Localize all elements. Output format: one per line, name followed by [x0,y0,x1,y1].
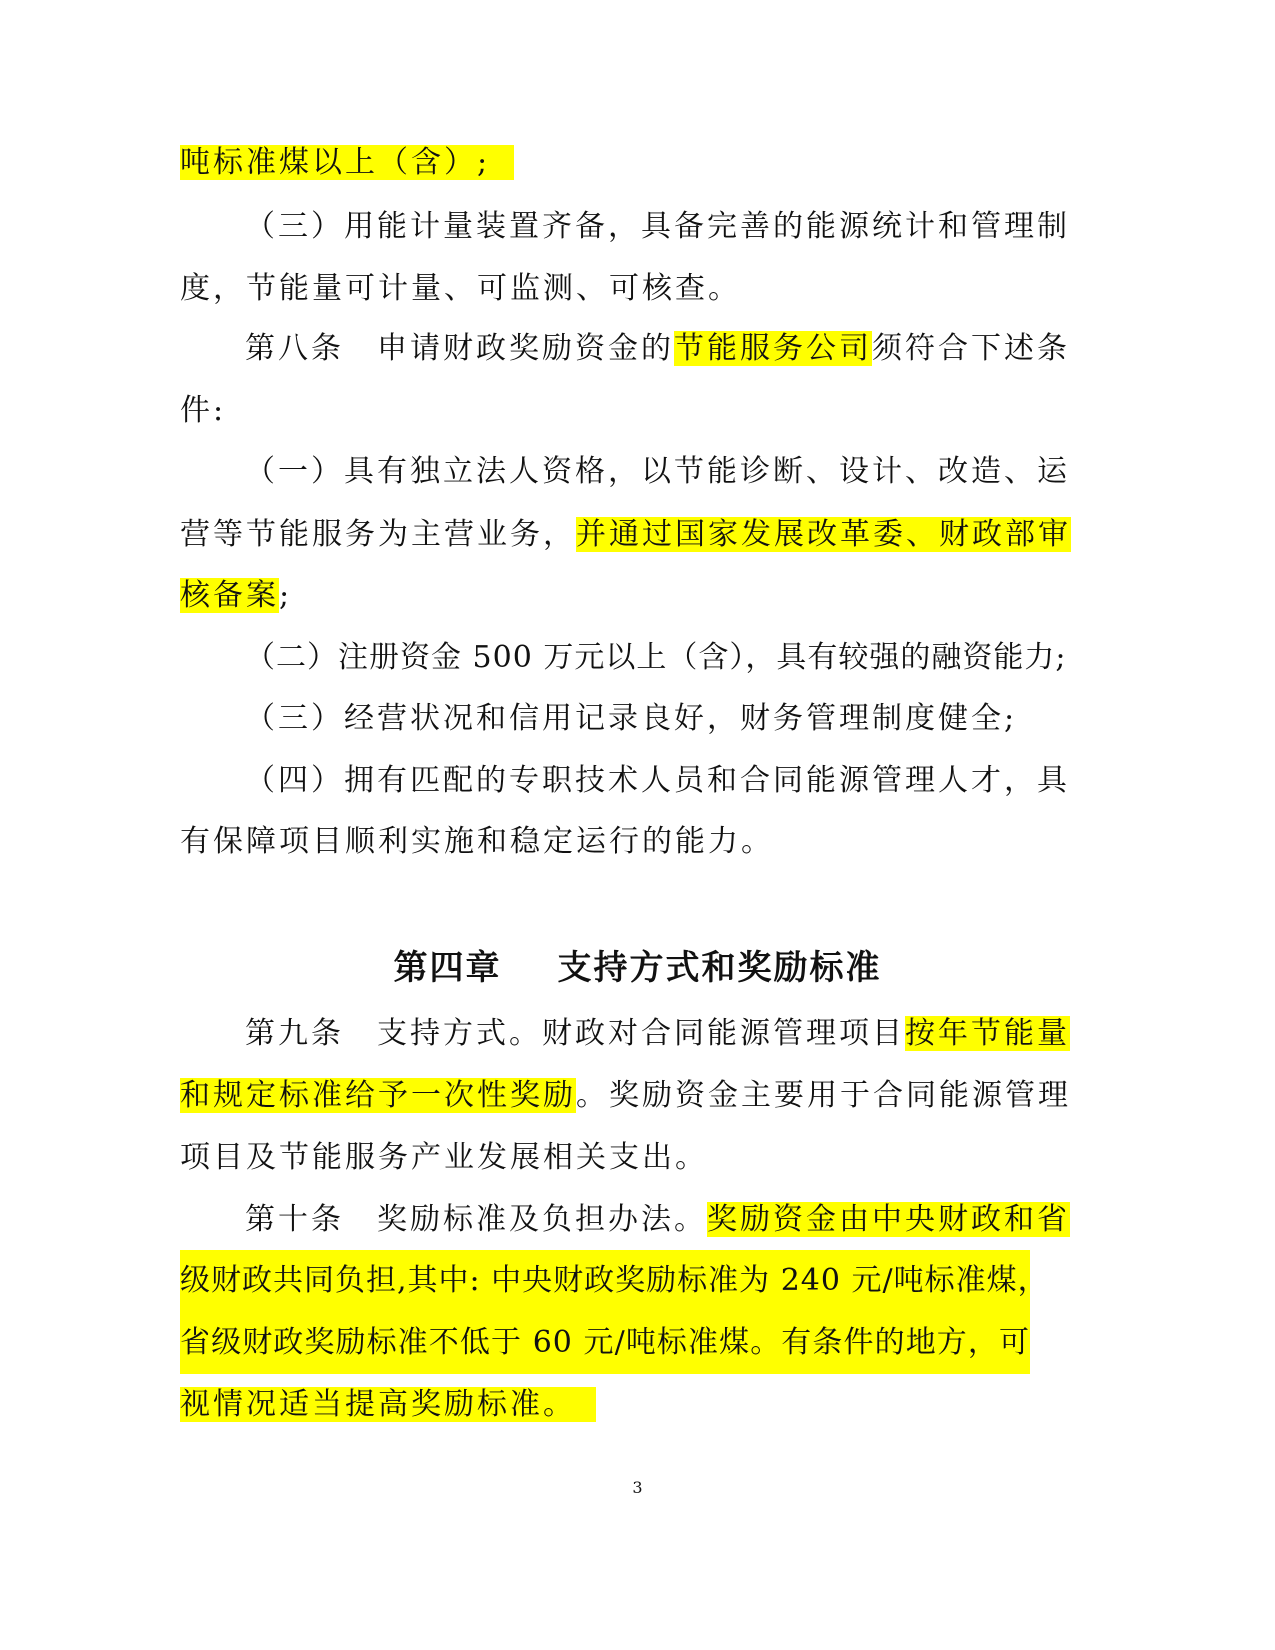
text-line [180,132,514,194]
text-line: 有保障项目顺利实施和稳定运行的能力。 [180,824,774,859]
chapter-heading [0,937,1275,999]
highlighted-text: 吨标准煤以上（含）; [180,145,514,180]
highlighted-text: 省级财政奖励标准不低于 60 元/吨标准煤。有条件的地方，可 [180,1312,1030,1374]
text-line [180,1374,596,1436]
highlighted-text: 视情况适当提高奖励标准。 [180,1387,596,1422]
text-line: 度，节能量可计量、可监测、可核查。 [180,271,741,306]
chapter-number: 第四章 [393,948,502,988]
text-line: （三）经营状况和信用记录良好，财务管理制度健全; [245,701,1018,736]
text-segment: 第八条 申请财政奖励资金的 [245,331,674,366]
chapter-title: 支持方式和奖励标准 [557,948,882,988]
text-segment: 第十条 奖励标准及负担办法。 [245,1202,707,1237]
highlighted-text: 和规定标准给予一次性奖励 [180,1078,576,1113]
highlighted-text: 按年节能量 [905,1016,1070,1051]
highlighted-text: 核备案 [180,578,279,613]
highlighted-text: 节能服务公司 [674,331,872,366]
highlighted-text: 并通过国家发展改革委、财政部审 [576,517,1071,552]
text-line: 件: [180,393,227,428]
text-segment: 须符合下述条 [872,331,1070,366]
text-segment: 。奖励资金主要用于合同能源管理 [576,1078,1071,1113]
text-line: （二）注册资金 500 万元以上（含），具有较强的融资能力; [245,640,1067,675]
highlighted-text: 级财政共同负担,其中: 中央财政奖励标准为 240 元/吨标准煤， [180,1250,1030,1312]
text-line [180,565,292,627]
text-line [245,1189,1070,1251]
text-segment: ; [279,578,293,613]
text-line: （四）拥有匹配的专职技术人员和合同能源管理人才，具 [245,763,1070,798]
text-line [180,1065,1071,1127]
text-line [180,504,1071,566]
text-segment: 营等节能服务为主营业务， [180,517,576,552]
text-line [245,1003,1070,1065]
highlighted-text: 奖励资金由中央财政和省 [707,1202,1070,1237]
text-segment: 第九条 支持方式。财政对合同能源管理项目 [245,1016,905,1051]
text-line: 项目及节能服务产业发展相关支出。 [180,1140,708,1175]
text-line: （一）具有独立法人资格，以节能诊断、设计、改造、运 [245,454,1070,489]
text-line: （三）用能计量装置齐备，具备完善的能源统计和管理制 [245,209,1070,244]
text-line [245,318,1070,380]
page-number: 3 [632,1478,643,1497]
